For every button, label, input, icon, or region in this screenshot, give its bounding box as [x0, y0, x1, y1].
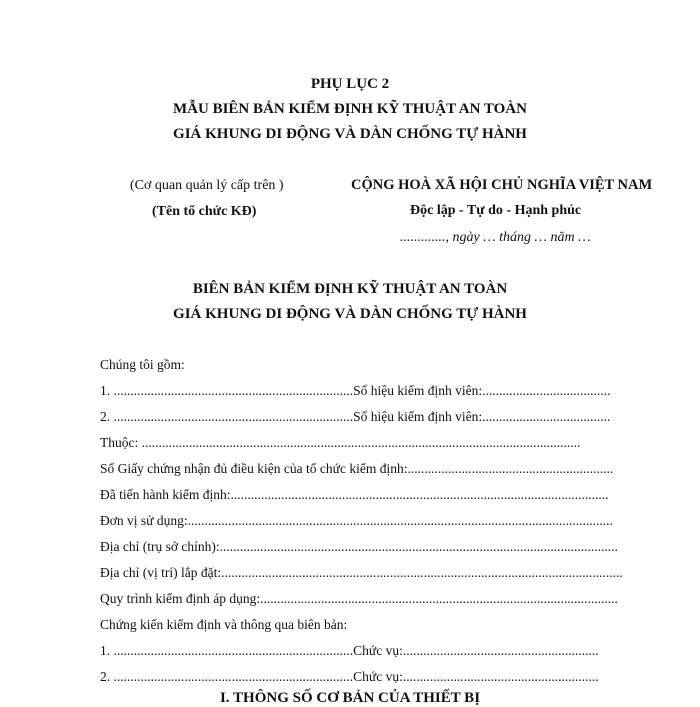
witness-1-line: 1. .......................................................................Chức vụ:.......................................................... [100, 643, 599, 658]
address-install-line: Địa chỉ (vị trí) lắp đặt:....................................................................................................................... [100, 565, 623, 580]
date-line: ............., ngày … tháng … năm … [400, 230, 591, 245]
conducted-line: Đã tiến hành kiểm định:................................................................................................................ [100, 487, 609, 502]
section-1-heading: I. THÔNG SỐ CƠ BẢN CỦA THIẾT BỊ [219, 690, 481, 706]
national-motto: Độc lập - Tự do - Hạnh phúc [410, 203, 582, 218]
inspector-2-line: 2. .......................................................................Số hiệu kiểm định viên:...................................... [100, 409, 611, 424]
appendix-title-line2: GIÁ KHUNG DI ĐỘNG VÀ DÀN CHỐNG TỰ HÀNH [173, 126, 527, 142]
appendix-label: PHỤ LỤC 2 [310, 76, 390, 92]
report-title-line1: BIÊN BẢN KIỂM ĐỊNH KỸ THUẬT AN TOÀN [192, 281, 508, 297]
country-name: CỘNG HOÀ XÃ HỘI CHỦ NGHĨA VIỆT NAM [351, 177, 653, 193]
report-title-line2: GIÁ KHUNG DI ĐỘNG VÀ DÀN CHỐNG TỰ HÀNH [173, 306, 527, 322]
witness-label: Chứng kiến kiểm định và thông qua biên bản: [100, 617, 348, 632]
we-are-label: Chúng tôi gồm: [100, 357, 185, 372]
address-hq-line: Địa chỉ (trụ sở chính):...................................................................................................................... [100, 539, 618, 554]
witness-2-line: 2. .......................................................................Chức vụ:.......................................................... [100, 669, 599, 684]
belong-line: Thuộc: .................................................................................................................................. [100, 435, 581, 450]
certificate-line: Số Giấy chứng nhận đủ điều kiện của tổ chức kiểm định:............................................................. [100, 461, 614, 476]
user-unit-line: Đơn vị sử dụng:.............................................................................................................................. [100, 513, 613, 528]
procedure-line: Quy trình kiểm định áp dụng:.......................................................................................................... [100, 591, 618, 606]
appendix-title-line1: MẪU BIÊN BẢN KIỂM ĐỊNH KỸ THUẬT AN TOÀN [173, 101, 527, 117]
inspector-1-line: 1. .......................................................................Số hiệu kiểm định viên:...................................... [100, 383, 611, 398]
superior-agency: (Cơ quan quản lý cấp trên ) [130, 178, 284, 193]
inspection-org-name: (Tên tổ chức KĐ) [152, 204, 257, 219]
